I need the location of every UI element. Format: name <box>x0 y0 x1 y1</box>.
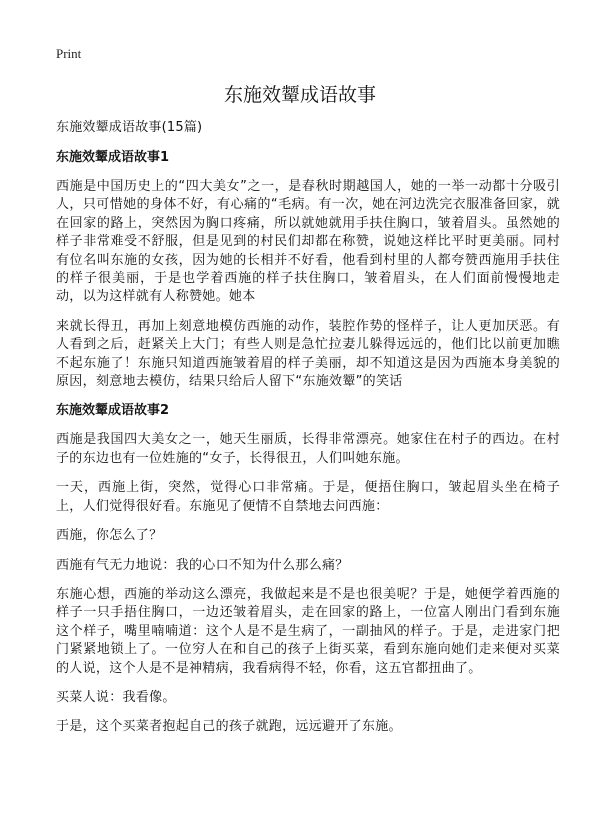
paragraph: 东施心想，西施的举动这么漂亮，我做起来是不是也很美呢？于是，她便学着西施的样子一只手捂住胸口，一边还皱着眉头，走在回家的路上，一位富人刚出门看到东施这个样子，嘴里喃喃道：这个人是不是生病了，一副抽风的样子。于是，走进家门把门紧紧地锁上了。一位穷人在和自己的孩子上街买菜，看到东施向她们走来便对买菜的人说，这个人是不是神精病，我看病得不轻，你看，这五官都扭曲了。 <box>56 586 560 676</box>
paragraph: 西施有气无力地说：我的心口不知为什么那么痛？ <box>56 557 349 573</box>
paragraph: 西施，你怎么了？ <box>56 528 163 544</box>
paragraph: 西施是我国四大美女之一，她天生丽质，长得非常漂亮。她家住在村子的西边。在村子的东边也有一位姓施的“女子，长得很丑，人们叫她东施。 <box>56 432 560 466</box>
print-link[interactable]: Print <box>56 46 82 61</box>
paragraph: 买菜人说：我看像。 <box>56 689 176 705</box>
story-section-2 <box>56 402 560 736</box>
document-subtitle: 东施效颦成语故事(15篇) <box>56 120 203 135</box>
paragraph: 西施是中国历史上的“四大美女”之一，是春秋时期越国人，她的一举一动都十分吸引人，只可惜她的身体不好，有心痛的“毛病。有一次，她在河边洗完衣服准备回家，就在回家的路上，突然因为胸口疼痛，所以就她就用手扶住胸口，皱着眉头。虽然她的样子非常难受不舒服，但是见到的村民们却都在称赞，说她这样比平时更美丽。同村有位名叫东施的女孩，因为她的长相并不好看，他看到村里的人都夸赞西施用手扶住的样子很美丽，于是也学着西施的样子扶住胸口，皱着眉头，在人们面前慢慢地走动，以为这样就有人称赞她。她本 <box>56 179 560 305</box>
section-heading: 东施效颦成语故事2 <box>56 403 170 419</box>
paragraph: 来就长得丑，再加上刻意地模仿西施的动作，装腔作势的怪样子，让人更加厌恶。有人看到之后，赶紧关上大门；有些人则是急忙拉妻儿躲得远远的，他们比以前更加瞧不起东施了！东施只知道西施皱着眉的样子美丽，却不知道这是因为西施本身美貌的原因，刻意地去模仿，结果只给后人留下“东施效颦”的笑话 <box>56 318 560 390</box>
story-section-1 <box>56 149 560 391</box>
document-body <box>56 119 560 748</box>
section-heading: 东施效颦成语故事1 <box>56 150 170 165</box>
paragraph: 一天，西施上街，突然，觉得心口非常痛。于是，便捂住胸口，皱起眉头坐在椅子上，人们觉得很好看。东施见了便情不自禁地去问西施： <box>56 480 560 514</box>
paragraph: 于是，这个买菜者抱起自己的孩子就跑，远远避开了东施。 <box>56 719 402 735</box>
page-title: 东施效颦成语故事 <box>223 84 376 106</box>
